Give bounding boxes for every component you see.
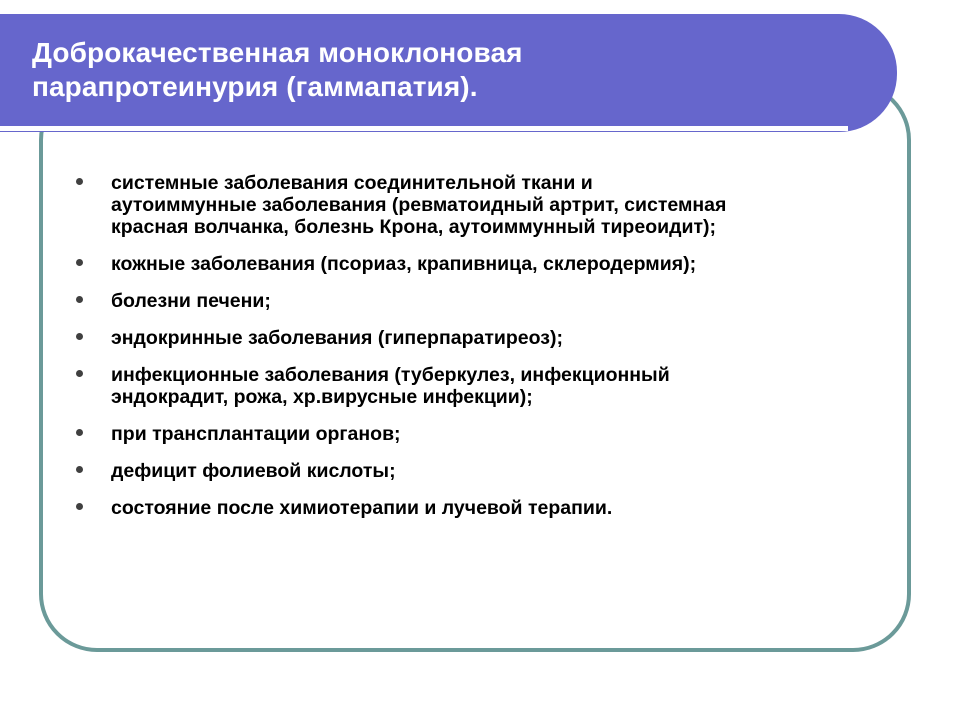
bullet-item [76,423,856,445]
bullet-item [76,290,856,312]
bullet-icon [76,466,83,473]
bullet-line: системные заболевания соединительной ткани и [111,172,593,194]
bullet-icon [76,333,83,340]
bullet-icon [76,178,83,185]
bullet-text [111,364,856,408]
bullet-line: красная волчанка, болезнь Крона, аутоиммунный тиреоидит); [111,216,716,238]
bullet-item [76,460,856,482]
bullet-line: эндокрадит, рожа, хр.вирусные инфекции); [111,386,533,408]
bullet-text [111,290,856,312]
bullet-line: при трансплантации органов; [111,423,401,445]
bullet-text [111,460,856,482]
bullet-list [76,172,856,534]
bullet-line: инфекционные заболевания (туберкулез, инфекционный [111,364,670,386]
bullet-text [111,172,856,238]
bullet-line: кожные заболевания (псориаз, крапивница, склеродермия); [111,253,697,275]
title-underline [0,126,848,131]
bullet-text [111,253,856,275]
bullet-item [76,172,856,238]
bullet-text [111,497,856,519]
bullet-item [76,327,856,349]
bullet-text [111,423,856,445]
bullet-line: состояние после химиотерапии и лучевой терапии. [111,497,613,519]
bullet-icon [76,370,83,377]
bullet-line: аутоиммунные заболевания (ревматоидный артрит, системная [111,194,727,216]
slide-title [32,36,872,104]
title-line: Доброкачественная моноклоновая [32,37,523,68]
bullet-item [76,497,856,519]
bullet-line: дефицит фолиевой кислоты; [111,460,396,482]
bullet-icon [76,259,83,266]
bullet-icon [76,296,83,303]
bullet-text [111,327,856,349]
bullet-item [76,364,856,408]
bullet-line: эндокринные заболевания (гиперпаратиреоз); [111,327,563,349]
bullet-item [76,253,856,275]
bullet-icon [76,503,83,510]
title-line: парапротеинурия (гаммапатия). [32,71,478,102]
bullet-line: болезни печени; [111,290,271,312]
bullet-icon [76,429,83,436]
